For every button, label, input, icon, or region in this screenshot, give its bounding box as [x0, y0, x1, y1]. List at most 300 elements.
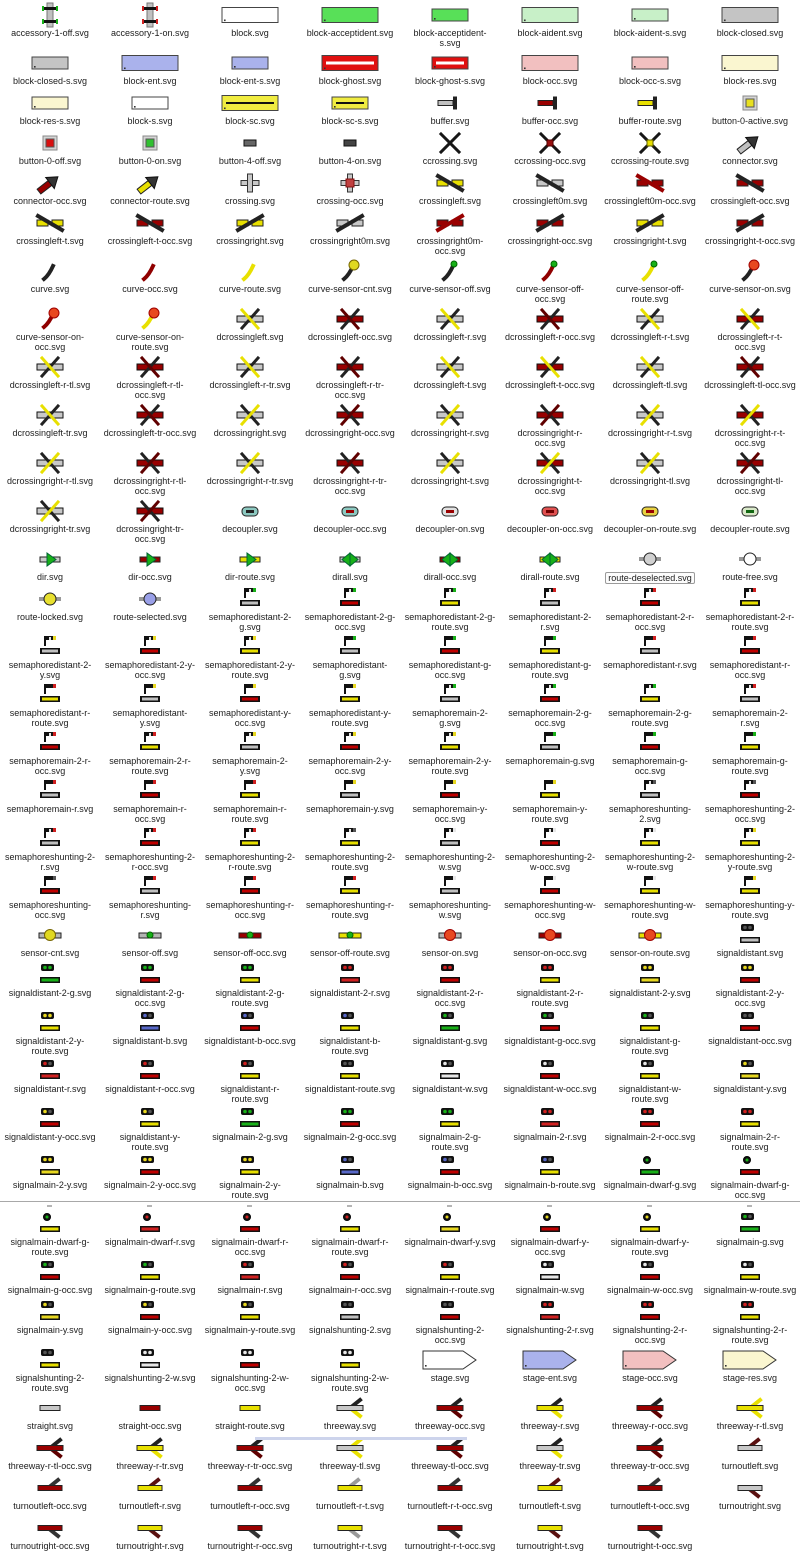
- file-item[interactable]: [300, 776, 400, 824]
- file-label: curve-sensor-on-occ.svg: [15, 332, 85, 352]
- file-item[interactable]: [700, 1104, 800, 1152]
- file-item[interactable]: [300, 304, 400, 352]
- file-label: signalmain-dwarf-r-occ.svg: [211, 1237, 289, 1257]
- file-item[interactable]: [300, 1473, 400, 1513]
- file-label: semaphoremain-2-r-occ.svg: [9, 756, 91, 776]
- file-item[interactable]: [300, 88, 400, 128]
- file-item[interactable]: [0, 48, 100, 88]
- file-item[interactable]: [400, 400, 500, 448]
- file-item[interactable]: [700, 352, 800, 400]
- file-item[interactable]: [100, 1056, 200, 1104]
- file-item[interactable]: [700, 168, 800, 208]
- file-item[interactable]: [0, 1209, 100, 1257]
- file-item[interactable]: [400, 208, 500, 256]
- file-item[interactable]: [100, 1345, 200, 1393]
- file-item[interactable]: [600, 352, 700, 400]
- file-item[interactable]: [400, 128, 500, 168]
- file-item[interactable]: [300, 1513, 400, 1553]
- file-item[interactable]: [0, 960, 100, 1008]
- file-item[interactable]: [0, 88, 100, 128]
- file-item[interactable]: [0, 1433, 100, 1473]
- file-item[interactable]: [700, 304, 800, 352]
- file-item[interactable]: [200, 128, 300, 168]
- file-item[interactable]: [200, 728, 300, 776]
- file-item[interactable]: [300, 1056, 400, 1104]
- file-item[interactable]: [500, 1433, 600, 1473]
- signalmain-dwarf-r-occ-icon: [220, 1211, 280, 1237]
- file-item[interactable]: [200, 256, 300, 304]
- file-item[interactable]: [700, 1433, 800, 1473]
- file-item[interactable]: [600, 304, 700, 352]
- file-item[interactable]: [700, 208, 800, 256]
- file-item[interactable]: [200, 632, 300, 680]
- file-item[interactable]: [500, 776, 600, 824]
- file-item[interactable]: [500, 304, 600, 352]
- file-item[interactable]: [600, 776, 700, 824]
- file-label: semaphoredistant-y-occ.svg: [208, 708, 292, 728]
- file-item[interactable]: [500, 632, 600, 680]
- file-label: dcrossingleft-r-tr.svg: [209, 380, 291, 390]
- file-item[interactable]: [400, 960, 500, 1008]
- file-item[interactable]: [600, 496, 700, 544]
- file-item[interactable]: [700, 1209, 800, 1257]
- file-item[interactable]: [700, 776, 800, 824]
- file-item[interactable]: [400, 48, 500, 88]
- file-item[interactable]: [300, 728, 400, 776]
- file-item[interactable]: [600, 448, 700, 496]
- file-item[interactable]: [100, 0, 200, 48]
- file-item[interactable]: [700, 1008, 800, 1056]
- file-item[interactable]: [400, 728, 500, 776]
- file-item[interactable]: [300, 584, 400, 632]
- file-item[interactable]: [700, 1345, 800, 1393]
- file-item[interactable]: [500, 960, 600, 1008]
- file-item[interactable]: [200, 1345, 300, 1393]
- file-item[interactable]: [700, 48, 800, 88]
- file-item[interactable]: [0, 680, 100, 728]
- file-item[interactable]: [400, 496, 500, 544]
- file-item[interactable]: [400, 448, 500, 496]
- file-item[interactable]: [200, 920, 300, 960]
- file-item[interactable]: [600, 1209, 700, 1257]
- file-item[interactable]: [600, 1513, 700, 1553]
- file-item[interactable]: [700, 632, 800, 680]
- signaldistant-r-route-icon: [220, 1058, 280, 1084]
- file-item[interactable]: [0, 1297, 100, 1345]
- file-item[interactable]: [400, 1152, 500, 1200]
- file-item[interactable]: [0, 448, 100, 496]
- file-item[interactable]: [0, 1152, 100, 1200]
- file-item[interactable]: [100, 1433, 200, 1473]
- file-item[interactable]: [500, 920, 600, 960]
- file-item[interactable]: [500, 1297, 600, 1345]
- decoupler-on-route-icon: [620, 498, 680, 524]
- file-item[interactable]: [200, 208, 300, 256]
- file-item[interactable]: [700, 256, 800, 304]
- file-item[interactable]: [0, 728, 100, 776]
- file-item[interactable]: [600, 1473, 700, 1513]
- file-item[interactable]: [500, 1152, 600, 1200]
- file-item[interactable]: [400, 0, 500, 48]
- file-item[interactable]: [300, 128, 400, 168]
- straight-route-icon: [220, 1395, 280, 1421]
- file-item[interactable]: [500, 728, 600, 776]
- file-item[interactable]: [200, 168, 300, 208]
- file-item[interactable]: [700, 920, 800, 960]
- file-item[interactable]: [200, 448, 300, 496]
- file-item[interactable]: [600, 920, 700, 960]
- file-item[interactable]: [600, 1393, 700, 1433]
- file-item[interactable]: [100, 1257, 200, 1297]
- file-item[interactable]: [0, 0, 100, 48]
- file-item[interactable]: [500, 256, 600, 304]
- file-item[interactable]: [0, 1104, 100, 1152]
- file-item[interactable]: [700, 584, 800, 632]
- file-item[interactable]: [500, 1056, 600, 1104]
- file-item[interactable]: [400, 824, 500, 872]
- decoupler-on-icon: [420, 498, 480, 524]
- file-item[interactable]: [400, 352, 500, 400]
- file-item[interactable]: [400, 88, 500, 128]
- file-item[interactable]: [0, 1513, 100, 1553]
- file-item[interactable]: [700, 1152, 800, 1200]
- file-item[interactable]: [200, 960, 300, 1008]
- file-label: dcrossingright-r.svg: [410, 428, 490, 438]
- file-item[interactable]: [0, 1393, 100, 1433]
- file-item[interactable]: [500, 1209, 600, 1257]
- file-item[interactable]: [200, 1297, 300, 1345]
- file-item[interactable]: [400, 1345, 500, 1393]
- file-item[interactable]: [200, 1104, 300, 1152]
- file-item[interactable]: [100, 352, 200, 400]
- file-item[interactable]: [600, 1056, 700, 1104]
- file-item[interactable]: [600, 168, 700, 208]
- file-item[interactable]: [300, 256, 400, 304]
- file-item[interactable]: [700, 960, 800, 1008]
- file-item[interactable]: [500, 1104, 600, 1152]
- file-label: semaphoredistant-2-r-route.svg: [705, 612, 795, 632]
- file-item[interactable]: [700, 88, 800, 128]
- file-item[interactable]: [400, 1209, 500, 1257]
- file-item[interactable]: [400, 632, 500, 680]
- file-item[interactable]: [100, 960, 200, 1008]
- file-item[interactable]: [500, 1393, 600, 1433]
- file-item[interactable]: [400, 1513, 500, 1553]
- file-item[interactable]: [500, 352, 600, 400]
- file-item[interactable]: [300, 208, 400, 256]
- file-item[interactable]: [0, 304, 100, 352]
- file-item[interactable]: [100, 496, 200, 544]
- file-item[interactable]: [0, 1473, 100, 1513]
- file-item[interactable]: [0, 544, 100, 584]
- file-item[interactable]: [300, 1209, 400, 1257]
- file-item[interactable]: [200, 1513, 300, 1553]
- file-label: dcrossingright-r-t.svg: [607, 428, 693, 438]
- file-item[interactable]: [100, 256, 200, 304]
- file-item[interactable]: [400, 680, 500, 728]
- file-item[interactable]: [400, 584, 500, 632]
- file-label: dcrossingright-t-occ.svg: [517, 476, 583, 496]
- file-item[interactable]: [0, 632, 100, 680]
- file-item[interactable]: [600, 1257, 700, 1297]
- file-item[interactable]: [0, 1056, 100, 1104]
- file-item[interactable]: [300, 400, 400, 448]
- file-label: crossingright0m-occ.svg: [416, 236, 484, 256]
- file-item[interactable]: [500, 584, 600, 632]
- file-item[interactable]: [200, 1393, 300, 1433]
- file-item[interactable]: [200, 1056, 300, 1104]
- file-item[interactable]: [200, 400, 300, 448]
- file-item[interactable]: [0, 1257, 100, 1297]
- file-item[interactable]: [300, 1393, 400, 1433]
- file-item[interactable]: [300, 544, 400, 584]
- file-item[interactable]: [600, 1008, 700, 1056]
- file-label: semaphoredistant-2-g.svg: [208, 612, 292, 632]
- file-item[interactable]: [100, 1297, 200, 1345]
- file-item[interactable]: [200, 584, 300, 632]
- file-item[interactable]: [200, 680, 300, 728]
- file-item[interactable]: [0, 256, 100, 304]
- file-item[interactable]: [700, 824, 800, 872]
- file-item[interactable]: [400, 920, 500, 960]
- file-label: semaphoremain-y-occ.svg: [412, 804, 488, 824]
- file-item[interactable]: [600, 872, 700, 920]
- file-label: dcrossingleft-tl-occ.svg: [704, 380, 796, 390]
- file-item[interactable]: [200, 304, 300, 352]
- file-item[interactable]: [100, 304, 200, 352]
- file-item[interactable]: [200, 544, 300, 584]
- file-item[interactable]: [0, 400, 100, 448]
- file-item[interactable]: [700, 496, 800, 544]
- file-item[interactable]: [0, 1345, 100, 1393]
- file-item[interactable]: [100, 1209, 200, 1257]
- file-item[interactable]: [400, 256, 500, 304]
- file-item[interactable]: [600, 680, 700, 728]
- file-label: block-s.svg: [127, 116, 173, 126]
- file-label: threeway.svg: [323, 1421, 377, 1431]
- file-item[interactable]: [600, 1433, 700, 1473]
- file-item[interactable]: [200, 1152, 300, 1200]
- file-item[interactable]: [600, 824, 700, 872]
- file-item[interactable]: [600, 1104, 700, 1152]
- file-item[interactable]: [700, 1297, 800, 1345]
- file-item[interactable]: [500, 1513, 600, 1553]
- file-item[interactable]: [200, 1473, 300, 1513]
- file-item[interactable]: [100, 632, 200, 680]
- file-item[interactable]: [300, 1008, 400, 1056]
- file-item[interactable]: [700, 1257, 800, 1297]
- file-item[interactable]: [0, 352, 100, 400]
- file-item[interactable]: [600, 632, 700, 680]
- file-item[interactable]: [400, 1393, 500, 1433]
- file-item[interactable]: [400, 1473, 500, 1513]
- file-item[interactable]: [0, 920, 100, 960]
- file-item[interactable]: [400, 1297, 500, 1345]
- file-item[interactable]: [500, 168, 600, 208]
- file-label: signaldistant-b.svg: [112, 1036, 188, 1046]
- file-item[interactable]: [300, 1257, 400, 1297]
- file-item[interactable]: [100, 776, 200, 824]
- file-item[interactable]: [700, 448, 800, 496]
- file-item[interactable]: [0, 584, 100, 632]
- file-item[interactable]: [600, 0, 700, 48]
- file-item[interactable]: [100, 1393, 200, 1433]
- file-item[interactable]: [300, 960, 400, 1008]
- file-item[interactable]: [200, 824, 300, 872]
- threeway-tr-occ-icon: [620, 1435, 680, 1461]
- file-item[interactable]: [100, 824, 200, 872]
- file-item[interactable]: [300, 632, 400, 680]
- file-item[interactable]: [700, 680, 800, 728]
- file-item[interactable]: [700, 1056, 800, 1104]
- file-item[interactable]: [200, 776, 300, 824]
- file-item[interactable]: [400, 1008, 500, 1056]
- file-item[interactable]: [100, 1473, 200, 1513]
- file-item[interactable]: [200, 352, 300, 400]
- file-item[interactable]: [700, 544, 800, 584]
- file-item[interactable]: [600, 128, 700, 168]
- curve-occ-icon: [120, 258, 180, 284]
- file-item[interactable]: [300, 496, 400, 544]
- curve-sensor-off-icon: [420, 258, 480, 284]
- file-item[interactable]: [600, 728, 700, 776]
- file-item[interactable]: [400, 1056, 500, 1104]
- file-item[interactable]: [500, 872, 600, 920]
- file-item[interactable]: [100, 728, 200, 776]
- file-item[interactable]: [600, 1297, 700, 1345]
- file-item[interactable]: [200, 496, 300, 544]
- file-item[interactable]: [300, 1152, 400, 1200]
- file-item[interactable]: [100, 1152, 200, 1200]
- file-item[interactable]: [500, 88, 600, 128]
- file-item[interactable]: [600, 544, 700, 584]
- file-item[interactable]: [500, 400, 600, 448]
- file-item[interactable]: [0, 168, 100, 208]
- file-item[interactable]: [700, 872, 800, 920]
- file-item[interactable]: [600, 584, 700, 632]
- file-item[interactable]: [200, 872, 300, 920]
- file-item[interactable]: [600, 400, 700, 448]
- file-item[interactable]: [100, 1104, 200, 1152]
- file-item[interactable]: [700, 400, 800, 448]
- file-item[interactable]: [600, 960, 700, 1008]
- file-item[interactable]: [600, 1345, 700, 1393]
- file-item[interactable]: [600, 48, 700, 88]
- file-label: dcrossingright-r-t-occ.svg: [714, 428, 786, 448]
- file-item[interactable]: [100, 208, 200, 256]
- file-item[interactable]: [200, 1209, 300, 1257]
- file-item[interactable]: [0, 1008, 100, 1056]
- file-item[interactable]: [500, 496, 600, 544]
- file-item[interactable]: [400, 544, 500, 584]
- file-item[interactable]: [200, 1008, 300, 1056]
- file-label: signaldistant-w-occ.svg: [503, 1084, 597, 1094]
- file-item[interactable]: [600, 1152, 700, 1200]
- file-item[interactable]: [500, 48, 600, 88]
- file-item[interactable]: [300, 1345, 400, 1393]
- file-item[interactable]: [400, 1104, 500, 1152]
- file-item[interactable]: [700, 1393, 800, 1433]
- semaphoreshunting-w-occ-icon: [520, 874, 580, 900]
- file-item[interactable]: [0, 776, 100, 824]
- file-item[interactable]: [0, 208, 100, 256]
- file-item[interactable]: [300, 0, 400, 48]
- file-item[interactable]: [500, 208, 600, 256]
- file-item[interactable]: [100, 1008, 200, 1056]
- file-item[interactable]: [500, 680, 600, 728]
- file-item[interactable]: [100, 88, 200, 128]
- file-item[interactable]: [300, 680, 400, 728]
- file-item[interactable]: [100, 544, 200, 584]
- file-item[interactable]: [100, 168, 200, 208]
- file-item[interactable]: [400, 872, 500, 920]
- file-item[interactable]: [300, 872, 400, 920]
- file-item[interactable]: [400, 304, 500, 352]
- file-item[interactable]: [500, 1473, 600, 1513]
- file-item[interactable]: [300, 1104, 400, 1152]
- file-item[interactable]: [100, 128, 200, 168]
- file-item[interactable]: [400, 776, 500, 824]
- file-item[interactable]: [0, 496, 100, 544]
- file-item[interactable]: [500, 1008, 600, 1056]
- file-item[interactable]: [700, 728, 800, 776]
- file-item[interactable]: [600, 208, 700, 256]
- file-label: dcrossingright-tl.svg: [609, 476, 691, 486]
- file-item[interactable]: [100, 680, 200, 728]
- file-item[interactable]: [600, 88, 700, 128]
- file-item[interactable]: [200, 1257, 300, 1297]
- file-item[interactable]: [500, 1345, 600, 1393]
- file-item[interactable]: [200, 0, 300, 48]
- file-item[interactable]: [300, 824, 400, 872]
- file-item[interactable]: [300, 48, 400, 88]
- file-item[interactable]: [400, 168, 500, 208]
- file-item[interactable]: [200, 88, 300, 128]
- semaphoremain-2-g-occ-icon: [520, 682, 580, 708]
- file-item[interactable]: [100, 400, 200, 448]
- file-item[interactable]: [500, 448, 600, 496]
- file-item[interactable]: [500, 0, 600, 48]
- file-item[interactable]: [100, 584, 200, 632]
- file-item[interactable]: [500, 824, 600, 872]
- file-item[interactable]: [300, 1297, 400, 1345]
- file-item[interactable]: [500, 544, 600, 584]
- file-item[interactable]: [200, 48, 300, 88]
- file-item[interactable]: [500, 128, 600, 168]
- signaldistant-w-route-icon: [620, 1058, 680, 1084]
- file-item[interactable]: [100, 1513, 200, 1553]
- file-item[interactable]: [0, 824, 100, 872]
- file-item[interactable]: [300, 448, 400, 496]
- file-item[interactable]: [100, 872, 200, 920]
- file-item[interactable]: [100, 48, 200, 88]
- file-label: route-free.svg: [722, 572, 778, 582]
- file-item[interactable]: [400, 1257, 500, 1297]
- file-item[interactable]: [700, 1473, 800, 1513]
- file-item[interactable]: [700, 128, 800, 168]
- file-item[interactable]: [300, 168, 400, 208]
- file-item[interactable]: [0, 872, 100, 920]
- file-item[interactable]: [300, 352, 400, 400]
- file-item[interactable]: [100, 448, 200, 496]
- file-item[interactable]: [600, 256, 700, 304]
- file-item[interactable]: [700, 0, 800, 48]
- file-item[interactable]: [500, 1257, 600, 1297]
- file-item[interactable]: [0, 128, 100, 168]
- file-item[interactable]: [100, 920, 200, 960]
- dirall-route-icon: [520, 546, 580, 572]
- file-item[interactable]: [300, 920, 400, 960]
